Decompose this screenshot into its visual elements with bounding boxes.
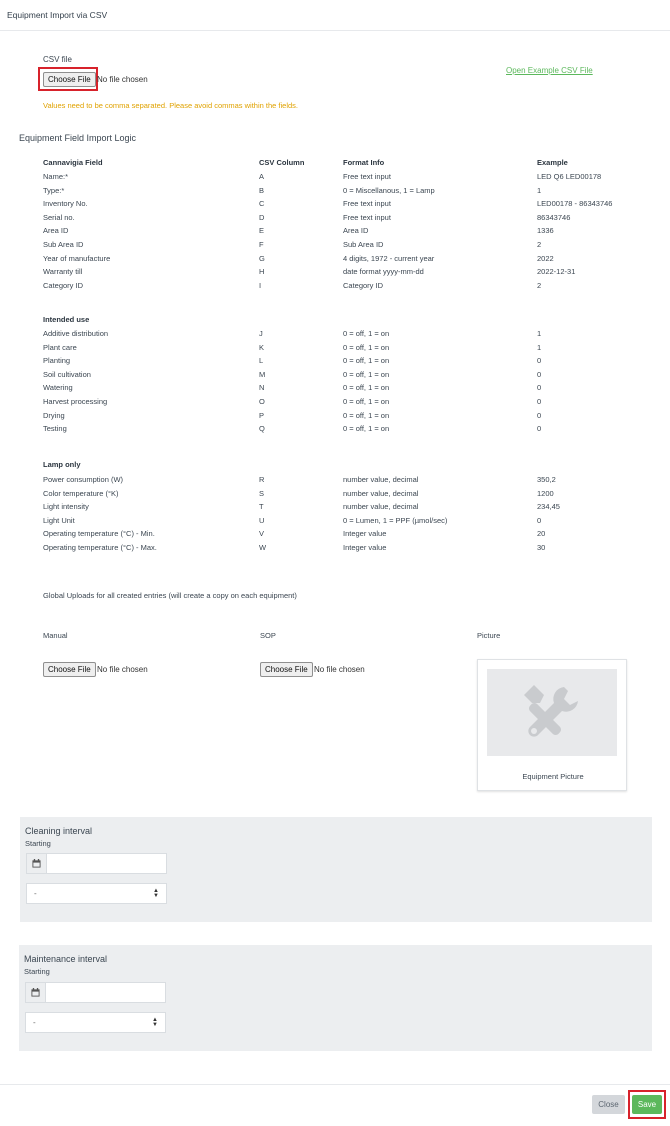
cell-example: 2022 (537, 253, 554, 263)
cell-format: date format yyyy-mm-dd (343, 267, 424, 277)
cell-field: Serial no. (43, 212, 75, 222)
cell-field: Warranty till (43, 267, 83, 277)
cell-field: Type:* (43, 185, 65, 195)
cell-field: Additive distribution (43, 329, 109, 338)
cell-format: Free text input (343, 212, 391, 222)
cell-column: E (259, 226, 265, 236)
csv-choose-file-button[interactable]: Choose File (43, 72, 96, 87)
cell-example: 0 (537, 410, 542, 420)
cell-field: Area ID (43, 226, 69, 236)
csv-no-file-text: No file chosen (97, 75, 148, 84)
header-field: Cannavigia Field (43, 158, 103, 167)
cell-example: 0 (537, 424, 542, 434)
cell-column: A (259, 172, 265, 181)
cell-example: 0 (537, 369, 542, 379)
cell-column: I (259, 280, 262, 290)
cell-column: B (259, 185, 265, 195)
cleaning-date-input[interactable] (47, 854, 166, 873)
cell-format: 0 = off, 1 = on (343, 383, 390, 393)
header-example: Example (537, 158, 568, 167)
cell-format: 0 = off, 1 = on (343, 356, 390, 366)
cell-example: 1 (537, 342, 542, 352)
cell-format: Free text input (343, 172, 391, 181)
cell-field: Light Unit (43, 515, 75, 525)
cell-example: 350,2 (537, 475, 556, 484)
cell-example: 2 (537, 240, 542, 249)
cell-field: Plant care (43, 342, 77, 352)
cell-field: Sub Area ID (43, 240, 84, 249)
manual-no-file-text: No file chosen (97, 665, 148, 674)
maintenance-interval-title: Maintenance interval (24, 954, 108, 964)
cell-field: Watering (43, 383, 73, 393)
cell-field: Light intensity (43, 502, 89, 512)
cell-field: Planting (43, 356, 71, 366)
cell-column: O (259, 397, 265, 406)
cell-format: number value, decimal (343, 502, 419, 512)
cell-format: Sub Area ID (343, 240, 384, 249)
save-button[interactable]: Save (632, 1095, 662, 1114)
close-button[interactable]: Close (592, 1095, 625, 1114)
select-arrows-icon: ▲ ▼ (152, 1016, 158, 1028)
lamp-only-title: Lamp only (43, 460, 81, 469)
picture-label: Picture (477, 631, 501, 640)
cell-column: J (259, 329, 263, 338)
cell-example: 0 (537, 356, 542, 366)
cell-column: T (259, 502, 264, 512)
cell-format: Integer value (343, 543, 387, 552)
cell-field: Category ID (43, 280, 84, 290)
cell-format: Free text input (343, 199, 391, 209)
import-logic-title: Equipment Field Import Logic (19, 133, 137, 143)
cell-column: C (259, 199, 265, 209)
cell-example: 86343746 (537, 212, 571, 222)
maintenance-interval-select[interactable] (25, 1012, 166, 1033)
header-column: CSV Column (259, 158, 305, 167)
cell-column: K (259, 342, 265, 352)
cell-example: 0 (537, 383, 542, 393)
cell-example: 0 (537, 397, 542, 406)
cell-example: 0 (537, 515, 542, 525)
cell-column: N (259, 383, 265, 393)
manual-choose-file-button[interactable]: Choose File (43, 662, 96, 677)
cell-format: 4 digits, 1972 - current year (343, 253, 435, 263)
picture-placeholder (487, 669, 617, 756)
global-uploads-title: Global Uploads for all created entries (will create a copy on each equipment) (43, 591, 297, 600)
cell-column: S (259, 488, 265, 498)
cell-column: U (259, 515, 265, 525)
modal-title: Equipment Import via CSV (7, 10, 108, 20)
cell-column: L (259, 356, 264, 366)
cell-field: Soil cultivation (43, 369, 91, 379)
cleaning-date-field[interactable] (26, 853, 167, 874)
cell-example: LED00178 - 86343746 (537, 199, 613, 209)
cell-example: 1 (537, 185, 542, 195)
cell-example: 30 (537, 543, 546, 552)
example-csv-link[interactable]: Open Example CSV File (506, 66, 593, 75)
cell-column: R (259, 475, 265, 484)
cell-field: Inventory No. (43, 199, 88, 209)
equipment-picture-card[interactable] (477, 659, 627, 791)
cell-format: 0 = Lumen, 1 = PPF (µmol/sec) (343, 515, 448, 525)
cell-field: Harvest processing (43, 397, 108, 406)
maintenance-date-field[interactable] (25, 982, 166, 1003)
cell-format: 0 = off, 1 = on (343, 424, 390, 434)
cell-format: number value, decimal (343, 488, 419, 498)
select-arrows-icon: ▲ ▼ (153, 887, 159, 899)
calendar-icon[interactable] (26, 983, 46, 1002)
cell-field: Year of manufacture (43, 253, 111, 263)
cell-field: Name:* (43, 172, 69, 181)
cell-format: 0 = off, 1 = on (343, 397, 390, 406)
cell-column: F (259, 240, 264, 249)
cell-example: 2 (537, 280, 542, 290)
cell-example: 234,45 (537, 502, 560, 512)
csv-file-label: CSV file (43, 55, 72, 64)
picture-caption: Equipment Picture (522, 772, 584, 781)
cell-column: Q (259, 424, 265, 434)
cell-example: LED Q6 LED00178 (537, 172, 602, 181)
csv-warning-text: Values need to be comma separated. Please avoid commas within the fields. (43, 101, 298, 110)
cell-example: 20 (537, 529, 546, 539)
cell-field: Operating temperature (°C) - Min. (43, 529, 155, 539)
maintenance-interval-panel (19, 945, 652, 1051)
cleaning-interval-title: Cleaning interval (25, 826, 93, 836)
cleaning-interval-panel (20, 817, 652, 922)
cell-column: P (259, 410, 265, 420)
cell-format: 0 = Miscellanous, 1 = Lamp (343, 185, 435, 195)
sop-no-file-text: No file chosen (314, 665, 365, 674)
cleaning-select-value: - (34, 889, 37, 898)
cell-field: Power consumption (W) (43, 475, 124, 484)
sop-choose-file-button[interactable]: Choose File (260, 662, 313, 677)
tools-icon (520, 681, 584, 745)
manual-label: Manual (43, 631, 68, 640)
intended-use-title: Intended use (43, 315, 90, 324)
maintenance-starting-label: Starting (24, 967, 50, 976)
cell-example: 1200 (537, 488, 554, 498)
cell-example: 2022-12-31 (537, 267, 576, 277)
cell-column: V (259, 529, 265, 539)
cell-field: Color temperature (°K) (43, 488, 119, 498)
cell-format: Category ID (343, 280, 384, 290)
cell-format: 0 = off, 1 = on (343, 369, 390, 379)
cell-format: 0 = off, 1 = on (343, 342, 390, 352)
cell-column: G (259, 253, 265, 263)
cell-example: 1 (537, 329, 542, 338)
cell-column: M (259, 369, 266, 379)
cell-format: number value, decimal (343, 475, 419, 484)
maintenance-select-value: - (33, 1018, 36, 1027)
header-format: Format Info (343, 158, 385, 167)
cell-format: Area ID (343, 226, 369, 236)
calendar-icon[interactable] (27, 854, 47, 873)
cell-format: Integer value (343, 529, 387, 539)
cell-field: Operating temperature (°C) - Max. (43, 543, 157, 552)
maintenance-date-input[interactable] (46, 983, 165, 1002)
sop-label: SOP (260, 631, 276, 640)
cell-field: Drying (43, 410, 65, 420)
cell-column: H (259, 267, 265, 277)
cell-format: 0 = off, 1 = on (343, 329, 390, 338)
cleaning-interval-select[interactable] (26, 883, 167, 904)
cell-example: 1336 (537, 226, 554, 236)
cell-field: Testing (43, 424, 67, 434)
cleaning-starting-label: Starting (25, 839, 51, 848)
cell-column: D (259, 212, 265, 222)
modal-footer-divider (0, 1084, 670, 1085)
cell-column: W (259, 543, 267, 552)
cell-format: 0 = off, 1 = on (343, 410, 390, 420)
